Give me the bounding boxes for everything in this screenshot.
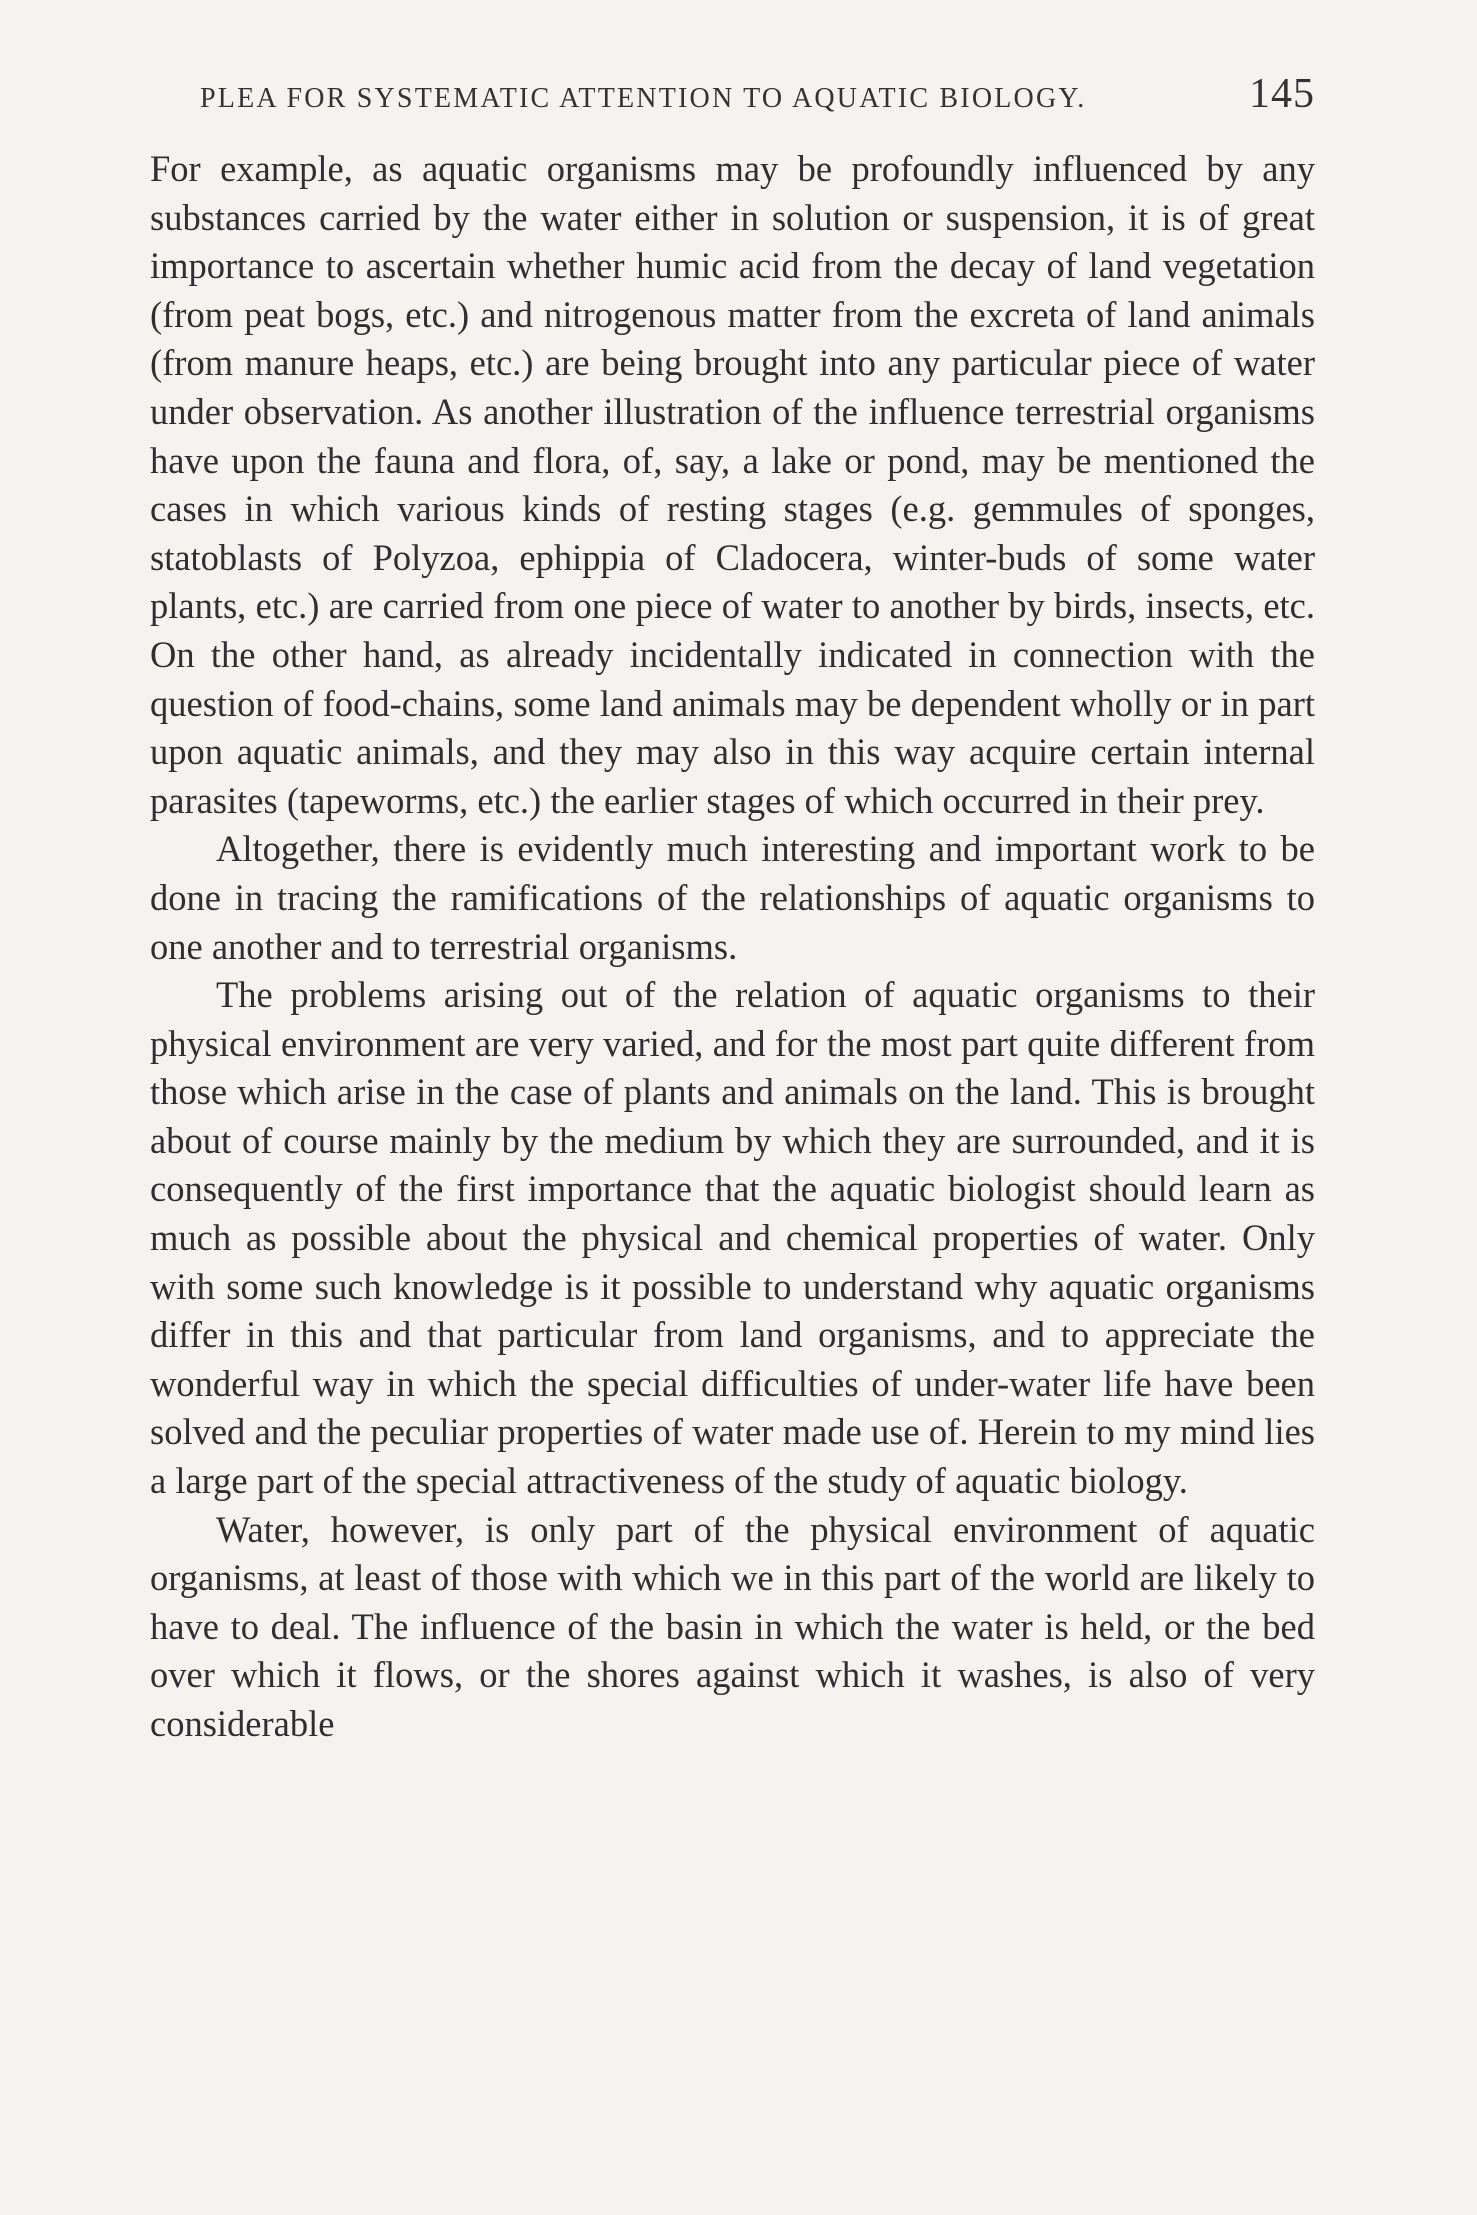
page-number: 145 (1249, 71, 1315, 117)
paragraph-4: Water, however, is only part of the physical environment of aquatic organisms, at least of those with which we in this part of the world are likely to have to deal. The influence of the basin in which the water is held, or the bed over which it flows, or the shores against which it washes, is also of very considerable (150, 1508, 1315, 1744)
paragraph-1: For example, as aquatic organisms may be profoundly influenced by any substances carried by the water either in solution or suspension, it is of great importance to ascertain whether humic acid from the decay of land vegetation (from peat bogs, etc.) and nitrogenous matter from the excreta of land animals (from manure heaps, etc.) are being brought into any particular piece of water under observation. As another illustration of the influence terrestrial organisms have upon the fauna and flora, of, say, a lake or pond, may be mentioned the cases in which various kinds of resting stages (e.g. gemmules of sponges, statoblasts of Polyzoa, ephippia of Cladocera, winter-buds of some water plants, etc.) are carried from one piece of water to another by birds, insects, etc. On the other hand, as already incidentally indicated in connection with the question of food-chains, some land animals may be dependent wholly or in part upon aquatic animals, and they may also in this way acquire certain internal parasites (tapeworms, etc.) the earlier stages of which occurred in their prey. (150, 148, 1315, 821)
paragraph-2: Altogether, there is evidently much interesting and important work to be done in tracing the ramifications of the relationships of aquatic organisms to one another and to terrestrial organisms. (150, 828, 1315, 967)
page-header (200, 70, 1315, 130)
paragraph-3: The problems arising out of the relation of aquatic organisms to their physical environment are very varied, and for the most part quite different from those which arise in the case of plants and animals on the land. This is brought about of course mainly by the medium by which they are surrounded, and it is consequently of the first importance that the aquatic biologist should learn as much as possible about the physical and chemical properties of water. Only with some such knowledge is it possible to understand why aquatic organisms differ in this and that particular from land organisms, and to appreciate the wonderful way in which the special difficulties of under-water life have been solved and the peculiar properties of water made use of. Herein to my mind lies a large part of the special attractiveness of the study of aquatic biology. (150, 974, 1315, 1502)
body-text (150, 145, 1315, 1749)
running-title: PLEA FOR SYSTEMATIC ATTENTION TO AQUATIC BIOLOGY. (200, 83, 1087, 114)
